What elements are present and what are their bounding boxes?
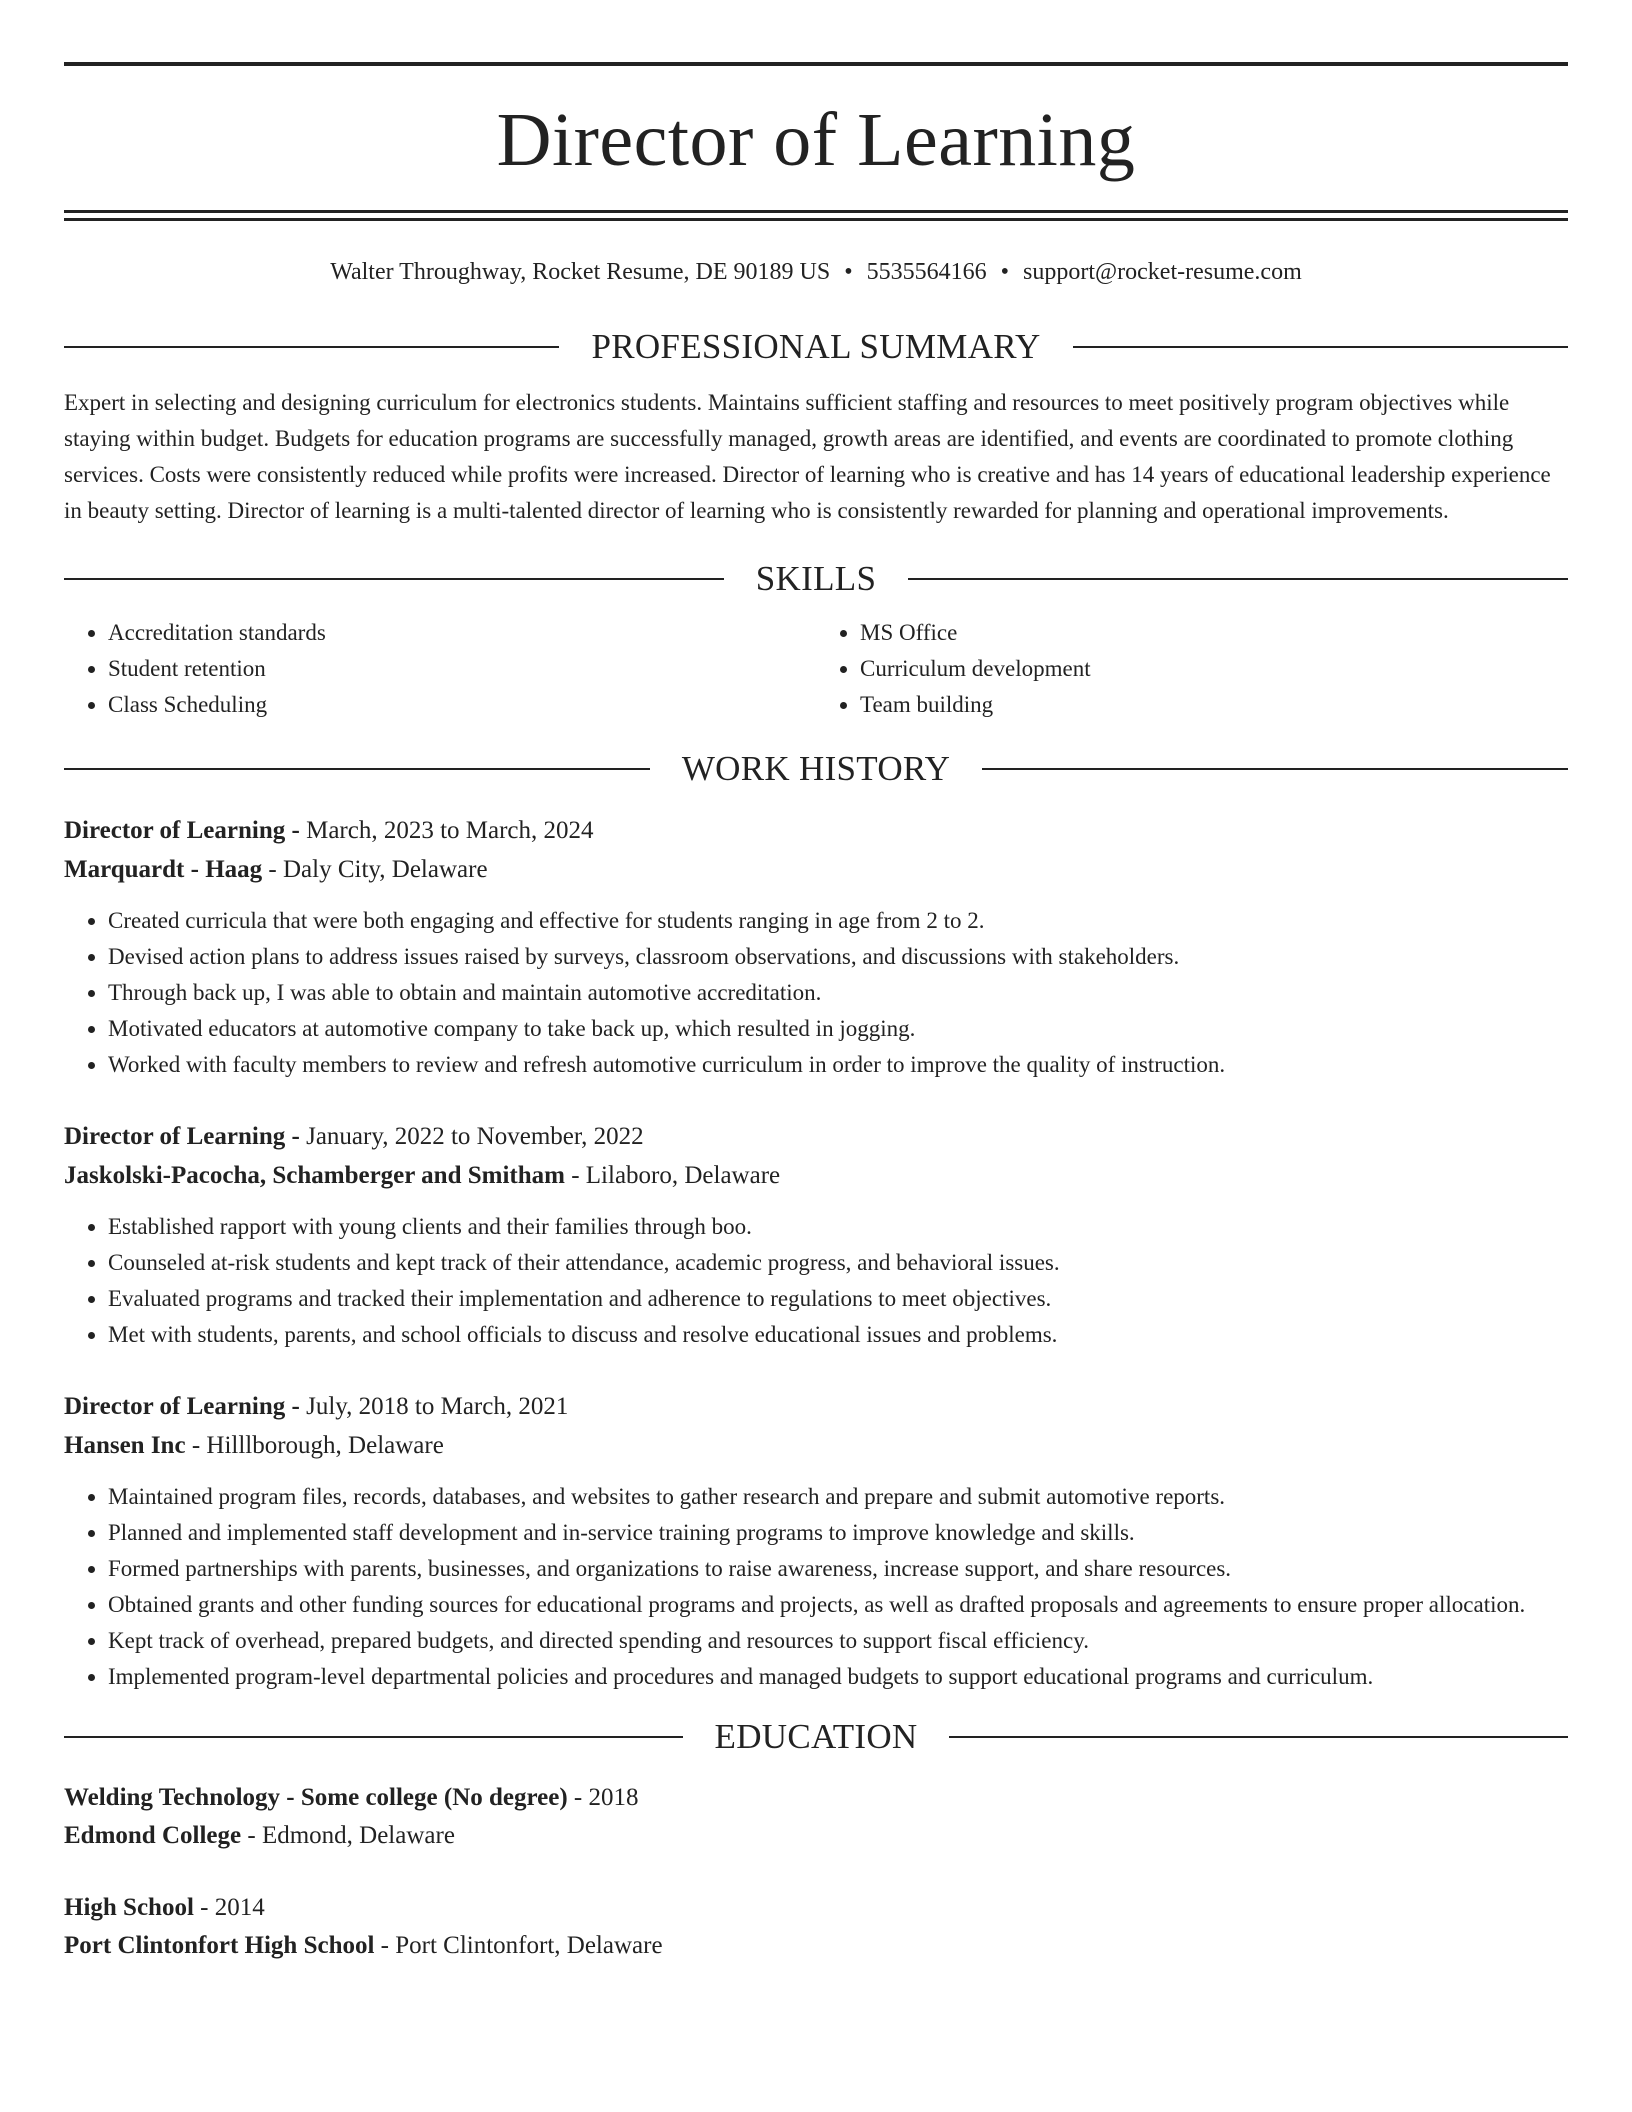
- job-company: Hansen Inc: [64, 1432, 186, 1459]
- heading-rule: [908, 578, 1568, 580]
- job-company-line: Jaskolski-Pacocha, Schamberger and Smitham - Lilaboro, Delaware: [64, 1162, 781, 1189]
- skills-column-left: [64, 615, 816, 723]
- job-title: Director of Learning: [64, 1393, 286, 1420]
- education-entry: [64, 1779, 1568, 1855]
- skill-item: • Student retention: [108, 651, 816, 687]
- top-rule: [64, 62, 1568, 66]
- job-bullet: • Formed partnerships with parents, businesses, and organizations to raise awareness, increase support, and share resources.: [108, 1551, 1568, 1587]
- contact-phone: 5535564166: [866, 259, 987, 285]
- skills-column-right: [816, 615, 1568, 723]
- job-company-line: Marquardt - Haag - Daly City, Delaware: [64, 856, 488, 883]
- title-double-rule: [64, 210, 1568, 221]
- heading-rule: [64, 578, 724, 580]
- education-school-line: Port Clintonfort High School - Port Clintonfort, Delaware: [64, 1932, 663, 1959]
- job-bullet: • Counseled at-risk students and kept track of their attendance, academic progress, and behavioral issues.: [108, 1245, 1568, 1281]
- section-title: EDUCATION: [714, 1717, 918, 1756]
- education-location: Edmond, Delaware: [261, 1822, 455, 1849]
- contact-address: Walter Throughway, Rocket Resume, DE 90189 US: [330, 259, 831, 285]
- skill-item: • MS Office: [860, 615, 1568, 651]
- education-year: 2018: [588, 1784, 639, 1811]
- skill-item: • Accreditation standards: [108, 615, 816, 651]
- contact-line: [64, 257, 1568, 287]
- skills-list: [64, 615, 1568, 723]
- job-bullets: [64, 1479, 1568, 1695]
- job-bullets: [64, 1209, 1568, 1353]
- education-degree: High School: [64, 1894, 194, 1921]
- section-heading-work: [64, 749, 1568, 789]
- contact-separator: •: [844, 259, 853, 285]
- job-bullet: • Worked with faculty members to review and refresh automotive curriculum in order to improve the quality of instruction.: [108, 1047, 1568, 1083]
- job-bullet: • Established rapport with young clients and their families through boo.: [108, 1209, 1568, 1245]
- job-title-line: Director of Learning - January, 2022 to November, 2022: [64, 1123, 644, 1150]
- heading-rule: [64, 346, 559, 348]
- page-title: Director of Learning: [496, 98, 1136, 182]
- job-dates: July, 2018 to March, 2021: [306, 1393, 569, 1420]
- education-degree-line: Welding Technology - Some college (No degree) - 2018: [64, 1784, 639, 1811]
- job-entry: [64, 1117, 1568, 1353]
- job-dates: January, 2022 to November, 2022: [306, 1123, 644, 1150]
- section-title: PROFESSIONAL SUMMARY: [591, 327, 1041, 366]
- job-title: Director of Learning: [64, 1123, 286, 1150]
- education-school-line: Edmond College - Edmond, Delaware: [64, 1822, 455, 1849]
- heading-rule: [982, 768, 1568, 770]
- job-company: Jaskolski-Pacocha, Schamberger and Smitham: [64, 1162, 565, 1189]
- skill-item: • Team building: [860, 687, 1568, 723]
- heading-rule: [949, 1736, 1568, 1738]
- section-title: SKILLS: [755, 559, 877, 598]
- job-dates: March, 2023 to March, 2024: [306, 817, 594, 844]
- job-location: Daly City, Delaware: [282, 856, 488, 883]
- job-title-line: Director of Learning - July, 2018 to March, 2021: [64, 1393, 569, 1420]
- heading-rule: [64, 768, 650, 770]
- job-bullets: [64, 903, 1568, 1083]
- education-location: Port Clintonfort, Delaware: [395, 1932, 663, 1959]
- job-bullet: • Created curricula that were both engaging and effective for students ranging in age from 2 to 2.: [108, 903, 1568, 939]
- heading-rule: [1073, 346, 1568, 348]
- job-entry: [64, 811, 1568, 1083]
- job-bullet: • Planned and implemented staff development and in-service training programs to improve knowledge and skills.: [108, 1515, 1568, 1551]
- education-entry: [64, 1889, 1568, 1965]
- heading-rule: [64, 1736, 683, 1738]
- skill-item: • Curriculum development: [860, 651, 1568, 687]
- job-company: Marquardt - Haag: [64, 856, 263, 883]
- job-title: Director of Learning: [64, 817, 286, 844]
- job-location: Lilaboro, Delaware: [585, 1162, 781, 1189]
- job-bullet: • Motivated educators at automotive company to take back up, which resulted in jogging.: [108, 1011, 1568, 1047]
- education-degree: Welding Technology - Some college (No degree): [64, 1784, 568, 1811]
- job-bullet: • Evaluated programs and tracked their implementation and adherence to regulations to meet objectives.: [108, 1281, 1568, 1317]
- summary-paragraph: Expert in selecting and designing curriculum for electronics students. Maintains sufficient staffing and resources to meet positively program objectives while staying within budget. Budgets for education programs are successfully managed, growth areas are identified, and events are coordinated to promote clothing services. Costs were consistently reduced while profits were increased. Director of learning who is creative and has 14 years of educational leadership experience in beauty setting. Director of learning is a multi-talented director of learning who is consistently rewarded for planning and operational improvements.: [64, 390, 1551, 523]
- job-location: Hilllborough, Delaware: [206, 1432, 444, 1459]
- section-heading-summary: [64, 327, 1568, 367]
- job-bullet: • Maintained program files, records, databases, and websites to gather research and prepare and submit automotive reports.: [108, 1479, 1568, 1515]
- contact-separator: •: [1000, 259, 1010, 285]
- section-title: WORK HISTORY: [681, 749, 951, 788]
- job-bullet: • Kept track of overhead, prepared budgets, and directed spending and resources to support fiscal efficiency.: [108, 1623, 1568, 1659]
- job-entry: [64, 1387, 1568, 1695]
- job-bullet: • Obtained grants and other funding sources for educational programs and projects, as well as drafted proposals and agreements to ensure proper allocation.: [108, 1587, 1568, 1623]
- education-year: 2014: [214, 1894, 265, 1921]
- section-heading-skills: [64, 559, 1568, 599]
- contact-email: support@rocket-resume.com: [1023, 259, 1302, 285]
- skill-item: • Class Scheduling: [108, 687, 816, 723]
- job-bullet: • Through back up, I was able to obtain and maintain automotive accreditation.: [108, 975, 1568, 1011]
- job-bullet: • Devised action plans to address issues raised by surveys, classroom observations, and discussions with stakeholders.: [108, 939, 1568, 975]
- job-title-line: Director of Learning - March, 2023 to March, 2024: [64, 817, 594, 844]
- education-degree-line: High School - 2014: [64, 1894, 265, 1921]
- education-school: Edmond College: [64, 1822, 242, 1849]
- job-bullet: • Implemented program-level departmental policies and procedures and managed budgets to support educational programs and curriculum.: [108, 1659, 1568, 1695]
- job-company-line: Hansen Inc - Hilllborough, Delaware: [64, 1432, 444, 1459]
- job-bullet: • Met with students, parents, and school officials to discuss and resolve educational issues and problems.: [108, 1317, 1568, 1353]
- education-school: Port Clintonfort High School: [64, 1932, 375, 1959]
- section-heading-education: [64, 1717, 1568, 1757]
